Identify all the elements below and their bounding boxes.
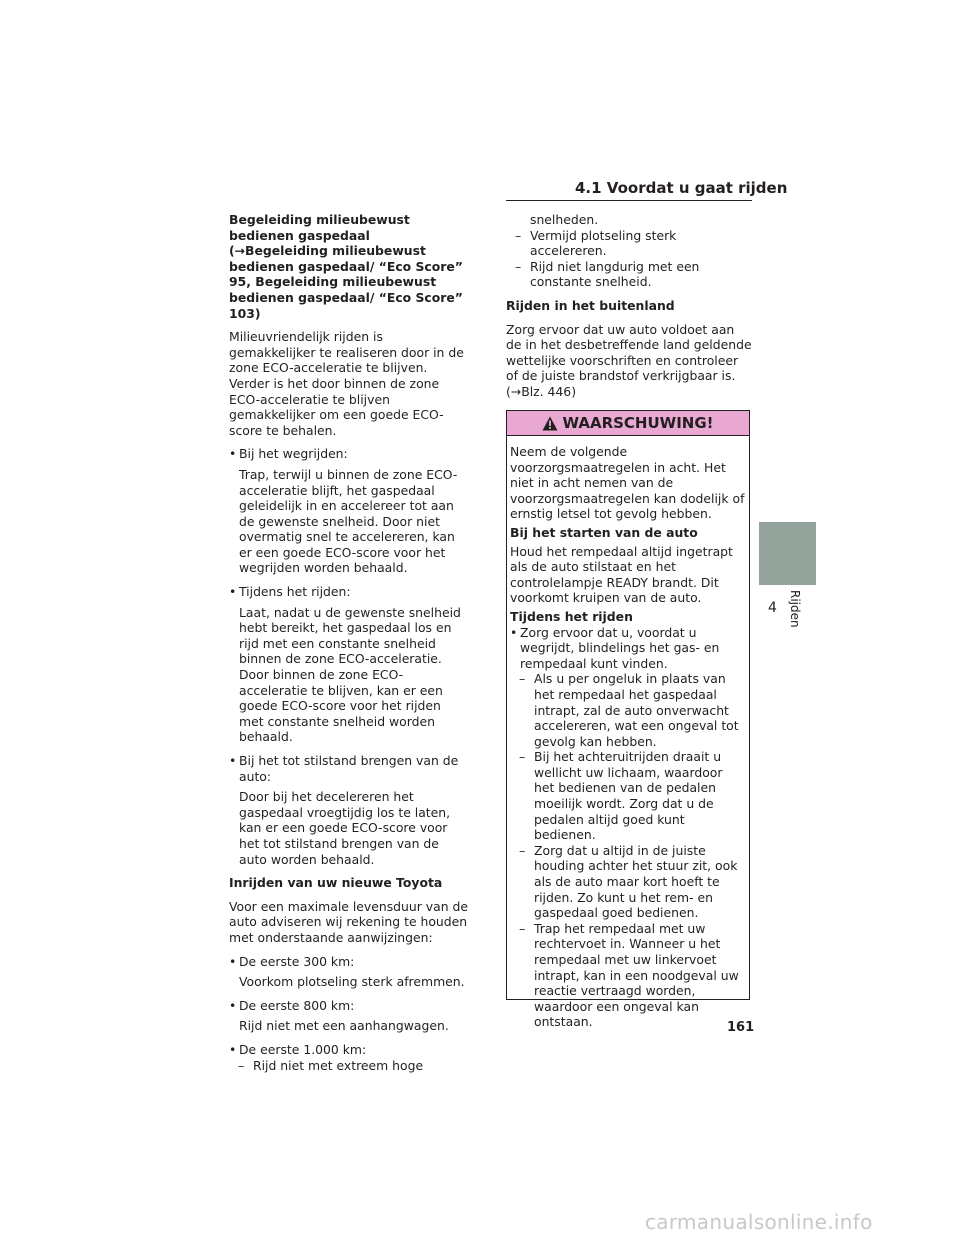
warning-title: WAARSCHUWING! <box>562 414 714 432</box>
break-in-intro: Voor een maximale levensduur van de auto adviseren wij rekening te houden met onderstaande aanwijzingen: <box>229 898 468 945</box>
bullet-icon: • <box>229 584 237 600</box>
bullet-label: Bij het wegrijden: <box>239 446 348 462</box>
list-item <box>229 753 469 784</box>
dash-icon: – <box>519 671 526 687</box>
list-item <box>229 998 469 1014</box>
chapter-number: 4 <box>768 600 777 616</box>
list-item <box>229 954 469 970</box>
dash-item <box>510 749 746 843</box>
abroad-heading: Rijden in het buitenland <box>506 297 675 313</box>
dash-text: Rijd niet met extreem hoge <box>253 1057 424 1073</box>
chapter-label: Rijden <box>788 590 802 628</box>
bullet-label: De eerste 1.000 km: <box>239 1041 367 1057</box>
dash-icon: – <box>515 227 522 243</box>
page-number: 161 <box>727 1020 755 1035</box>
bullet-text: Rijd niet met een aanhangwagen. <box>239 1018 449 1034</box>
section-title: 4.1 Voordat u gaat rijden <box>575 179 788 197</box>
dash-text: Zorg dat u altijd in de juiste houding achter het stuur zit, ook als de auto maar kort hoeft te rijden. Zo kunt u het rem- en gaspedaal goed bedienen. <box>534 842 738 921</box>
right-column <box>506 212 752 400</box>
break-in-heading: Inrijden van uw nieuwe Toyota <box>229 875 443 891</box>
bullet-text: Trap, terwijl u binnen de zone ECO-acceleratie blijft, het gaspedaal geleidelijk in en accelereer tot aan de gewenste snelheid. Door niet overmatig snel te accelereren, kan er een goede ECO-score voor het wegrijden worden behaald. <box>239 466 458 576</box>
dash-icon: – <box>515 258 522 274</box>
list-item <box>229 584 469 600</box>
bullet-icon: • <box>229 446 237 462</box>
warning-header <box>507 411 749 436</box>
left-column <box>229 212 469 1073</box>
eco-intro: Milieuvriendelijk rijden is gemakkelijker te realiseren door in de zone ECO-acceleratie te blijven. Verder is het door binnen de zone ECO-acceleratie te blijven gemakkelijker om een goede ECO-score te behalen. <box>229 329 464 438</box>
bullet-icon: • <box>510 624 518 640</box>
bullet-icon: • <box>229 953 237 969</box>
dash-icon: – <box>519 920 526 936</box>
warning-heading-start: Bij het starten van de auto <box>510 524 698 540</box>
dash-icon: – <box>519 842 526 858</box>
dash-text: Rijd niet langdurig met een constante snelheid. <box>530 258 700 290</box>
dash-icon: – <box>238 1057 245 1073</box>
dash-item <box>506 259 752 290</box>
continued-text: snelheden. <box>530 212 599 227</box>
dash-item <box>510 921 746 1030</box>
dash-text: Vermijd plotseling sterk accelereren. <box>530 227 677 259</box>
chapter-tab <box>759 522 816 585</box>
chapter-label-wrap <box>788 590 802 650</box>
bullet-label: De eerste 300 km: <box>239 953 355 969</box>
list-item <box>510 625 746 672</box>
warning-text-start: Houd het rempedaal altijd ingetrapt als de auto stilstaat en het controlelampje READY brandt. Dit voorkomt kruipen van de auto. <box>510 543 733 606</box>
bullet-text: Voorkom plotseling sterk afremmen. <box>239 974 465 990</box>
warning-heading-driving: Tijdens het rijden <box>510 608 633 624</box>
list-item <box>229 446 469 462</box>
dash-icon: – <box>519 749 526 765</box>
eco-heading: Begeleiding milieubewust bedienen gaspedaal (→Begeleiding milieubewust bedienen gaspedaal/ “Eco Score” 95, Begeleiding milieubewust bedienen gaspedaal/ “Eco Score” 103) <box>229 212 463 321</box>
warning-intro: Neem de volgende voorzorgsmaatregelen in acht. Het niet in acht nemen van de voorzorgsmaatregelen kan dodelijk of ernstig letsel tot gevolg hebben. <box>510 444 745 522</box>
dash-text: Bij het achteruitrijden draait u wellicht uw lichaam, waardoor het bedienen van de pedalen moeilijk wordt. Zorg dat u de pedalen altijd goed kunt bedienen. <box>534 749 723 843</box>
warning-body <box>507 436 749 1030</box>
watermark: carmanualsonline.info <box>645 1210 873 1234</box>
list-item <box>229 1042 469 1058</box>
bullet-icon: • <box>229 997 237 1013</box>
dash-item <box>506 228 752 259</box>
header-divider <box>506 200 752 201</box>
bullet-label: De eerste 800 km: <box>239 997 355 1013</box>
bullet-label: Bij het tot stilstand brengen van de auto: <box>239 753 459 784</box>
warning-triangle-icon <box>542 416 558 431</box>
dash-text: Trap het rempedaal met uw rechtervoet in. Wanneer u het rempedaal met uw linkervoet intrapt, kan in een noodgeval uw reactie vertraagd worden, waardoor een ongeval kan ontstaan. <box>534 920 739 1030</box>
bullet-icon: • <box>229 753 237 768</box>
dash-item <box>510 843 746 921</box>
dash-item <box>510 671 746 749</box>
warning-bullet: Zorg ervoor dat u, voordat u wegrijdt, blindelings het gas- en rempedaal kunt vinden. <box>520 624 720 671</box>
abroad-text: Zorg ervoor dat uw auto voldoet aan de in het desbetreffende land geldende wettelijke voorschriften en controleer of de juiste brandstof verkrijgbaar is. (→Blz. 446) <box>506 321 752 399</box>
dash-text: Als u per ongeluk in plaats van het rempedaal het gaspedaal intrapt, zal de auto onverwacht accelereren, wat een ongeval tot gevolg kan hebben. <box>534 671 739 749</box>
bullet-icon: • <box>229 1041 237 1057</box>
bullet-text: Laat, nadat u de gewenste snelheid hebt bereikt, het gaspedaal los en rijd met een constante snelheid binnen de zone ECO-acceleratie. Door binnen de zone ECO-acceleratie te blijven, kan er een goede ECO-score voor het rijden met constante snelheid worden behaald. <box>239 604 461 745</box>
bullet-text: Door bij het decelereren het gaspedaal vroegtijdig los te laten, kan er een goede ECO-score voor het tot stilstand brengen van de auto worden behaald. <box>239 789 451 867</box>
dash-item <box>229 1058 469 1074</box>
bullet-label: Tijdens het rijden: <box>239 584 351 600</box>
